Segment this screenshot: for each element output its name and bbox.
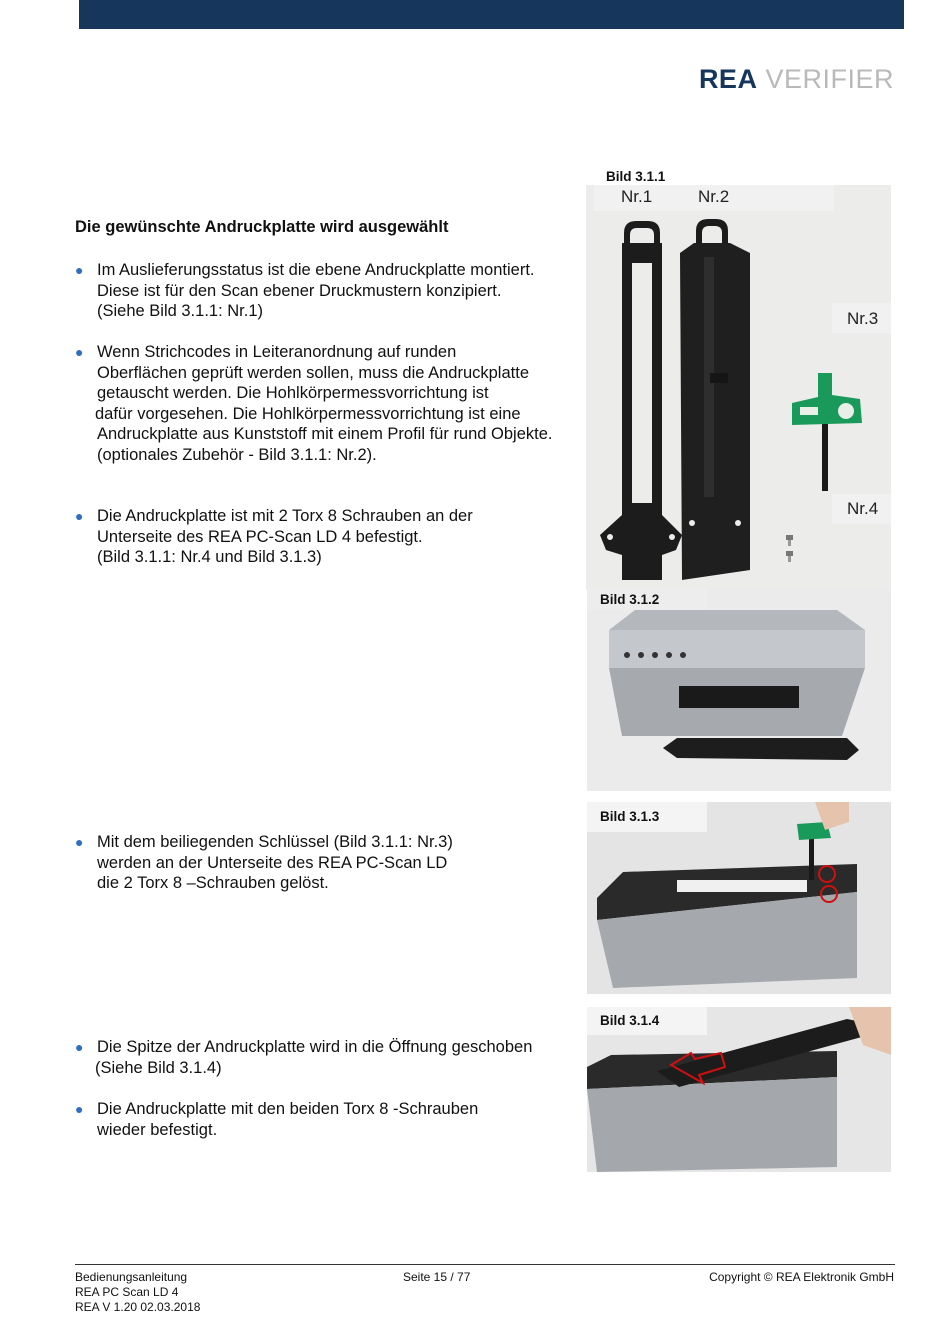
footer-left — [75, 1270, 200, 1315]
bullet-line: Andruckplatte aus Kunststoff mit einem Profil für rund Objekte. — [97, 425, 553, 443]
bullet-line: Diese ist für den Scan ebener Druckmustern konzipiert. — [97, 281, 502, 300]
bullet-line: Mit dem beiliegenden Schlüssel (Bild 3.1.1: Nr.3) — [97, 833, 453, 851]
bullet-item — [75, 832, 595, 894]
part-label: Nr.1 — [621, 187, 653, 206]
bullet-line: werden an der Unterseite des REA PC-Scan LD — [97, 853, 448, 872]
figure-photo-device — [587, 588, 891, 791]
bullet-line: wieder befestigt. — [97, 1120, 218, 1139]
bullet-dot: ● — [75, 262, 84, 278]
footer-page-number: Seite 15 / 77 — [403, 1270, 471, 1284]
bullet-line: die 2 Torx 8 –Schrauben gelöst. — [97, 874, 329, 892]
figure-caption: Bild 3.1.4 — [600, 1013, 660, 1028]
bullet-line: (optionales Zubehör - Bild 3.1.1: Nr.2). — [97, 445, 377, 464]
bullet-line: Im Auslieferungsstatus ist die ebene Andruckplatte montiert. — [97, 261, 535, 279]
bullet-line: getauscht werden. Die Hohlkörpermessvorrichtung ist — [97, 384, 489, 402]
part-labels-top — [594, 185, 834, 211]
figure-caption: Bild 3.1.3 — [600, 809, 660, 824]
part-label: Nr.4 — [847, 499, 879, 518]
part-label-box — [832, 303, 891, 333]
bullet-dot: ● — [75, 344, 84, 360]
bullet-line: (Siehe Bild 3.1.1: Nr.1) — [97, 302, 263, 320]
bullet-dot: ● — [75, 508, 84, 524]
parts-illustration — [586, 185, 891, 590]
footer-divider — [75, 1264, 895, 1265]
bullet-line: Wenn Strichcodes in Leiteranordnung auf runden — [97, 343, 457, 361]
bullet-dot: ● — [75, 1039, 84, 1055]
footer-doc-type: Bedienungsanleitung — [75, 1270, 188, 1284]
footer-copyright: Copyright © REA Elektronik GmbH — [709, 1270, 894, 1284]
bullet-line: Die Andruckplatte ist mit 2 Torx 8 Schrauben an der — [97, 507, 473, 525]
figure-photo-unscrew — [587, 802, 891, 994]
figure-photo-parts — [586, 185, 891, 590]
bullet-line: (Bild 3.1.1: Nr.4 und Bild 3.1.3) — [97, 548, 322, 566]
section-heading: Die gewünschte Andruckplatte wird ausgewählt — [75, 218, 449, 236]
brand-light: VERIFIER — [765, 64, 894, 94]
bullet-line: Die Spitze der Andruckplatte wird in die Öffnung geschoben — [97, 1038, 533, 1056]
bullet-line: Unterseite des REA PC-Scan LD 4 befestigt. — [97, 527, 423, 546]
footer-version: REA V 1.20 02.03.2018 — [75, 1300, 201, 1314]
part-label: Nr.2 — [698, 187, 730, 206]
bullet-item — [75, 506, 595, 568]
figure-caption-box — [587, 802, 707, 832]
bullet-item — [75, 1037, 595, 1078]
part-label: Nr.3 — [847, 309, 879, 328]
figure-caption-box — [587, 588, 707, 610]
bullet-line: Oberflächen geprüft werden sollen, muss die Andruckplatte — [97, 363, 529, 382]
bullet-line: dafür vorgesehen. Die Hohlkörpermessvorrichtung ist eine — [95, 404, 521, 423]
figure-caption-box — [587, 1007, 707, 1035]
bullet-item — [75, 1099, 595, 1140]
brand-logo — [699, 64, 894, 95]
part-label-box — [832, 494, 891, 524]
footer-product: REA PC Scan LD 4 — [75, 1285, 179, 1299]
bullet-item — [75, 342, 595, 465]
figure-caption: Bild 3.1.1 — [606, 169, 666, 184]
bullet-dot: ● — [75, 1101, 84, 1117]
device-illustration — [587, 588, 891, 791]
header-bar — [79, 0, 904, 29]
figure-photo-insert — [587, 1007, 891, 1172]
brand-bold: REA — [698, 64, 758, 94]
bullet-item — [75, 260, 595, 322]
bullet-line: (Siehe Bild 3.1.4) — [95, 1058, 222, 1077]
figure-caption: Bild 3.1.2 — [600, 592, 660, 607]
bullet-line: Die Andruckplatte mit den beiden Torx 8 -Schrauben — [97, 1100, 479, 1118]
bullet-dot: ● — [75, 834, 84, 850]
